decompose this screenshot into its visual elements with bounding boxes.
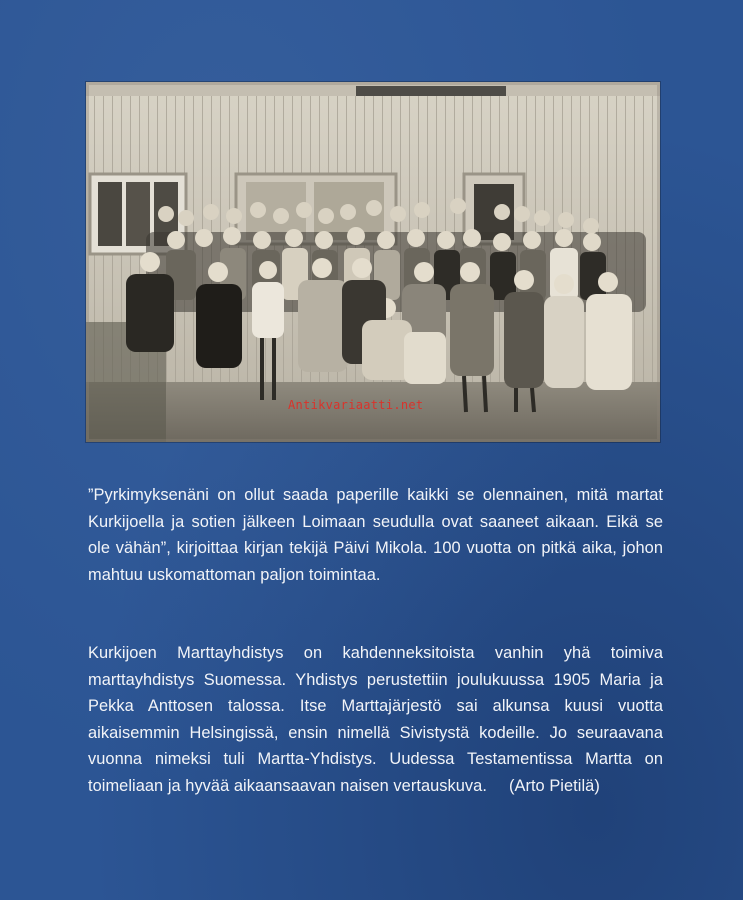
paragraph-quote: ”Pyrkimyksenäni on ollut saada paperille kaikki se olennainen, mitä martat Kurkijoella ja sotien jälkeen Loimaan seudulla ovat saaneet aikaan. Eikä se ole vähän”, kirjoittaa kirjan tekijä Päivi Mikola. 100 vuotta on pitkä aika, johon mahtuu uskomattoman paljon toimintaa.: [88, 486, 663, 584]
signature: (Arto Pietilä): [508, 776, 600, 795]
paragraph-history-text: Kurkijoen Marttayhdistys on kahdenneksitoista vanhin yhä toimiva marttayhdistys Suomessa. Yhdistys perustettiin joulukuussa 1905 Maria ja Pekka Anttosen talossa. Itse Marttajärjestö sai alkunsa kuusi vuotta aikaisemmin Helsingissä, ensin nimellä Sivistystä kodeille. Jo seuraavana vuonna nimeksi tuli Martta-Yhdistys. Uudessa Testamentissa Martta on toimeliaan ja hyvää aikaansaavan naisen vertauskuva.: [88, 644, 663, 795]
group-photo: [86, 82, 660, 442]
group-photo-icon: [86, 82, 660, 442]
watermark-text: Antikvariaatti.net: [288, 398, 424, 412]
paragraph-history: [88, 640, 663, 799]
